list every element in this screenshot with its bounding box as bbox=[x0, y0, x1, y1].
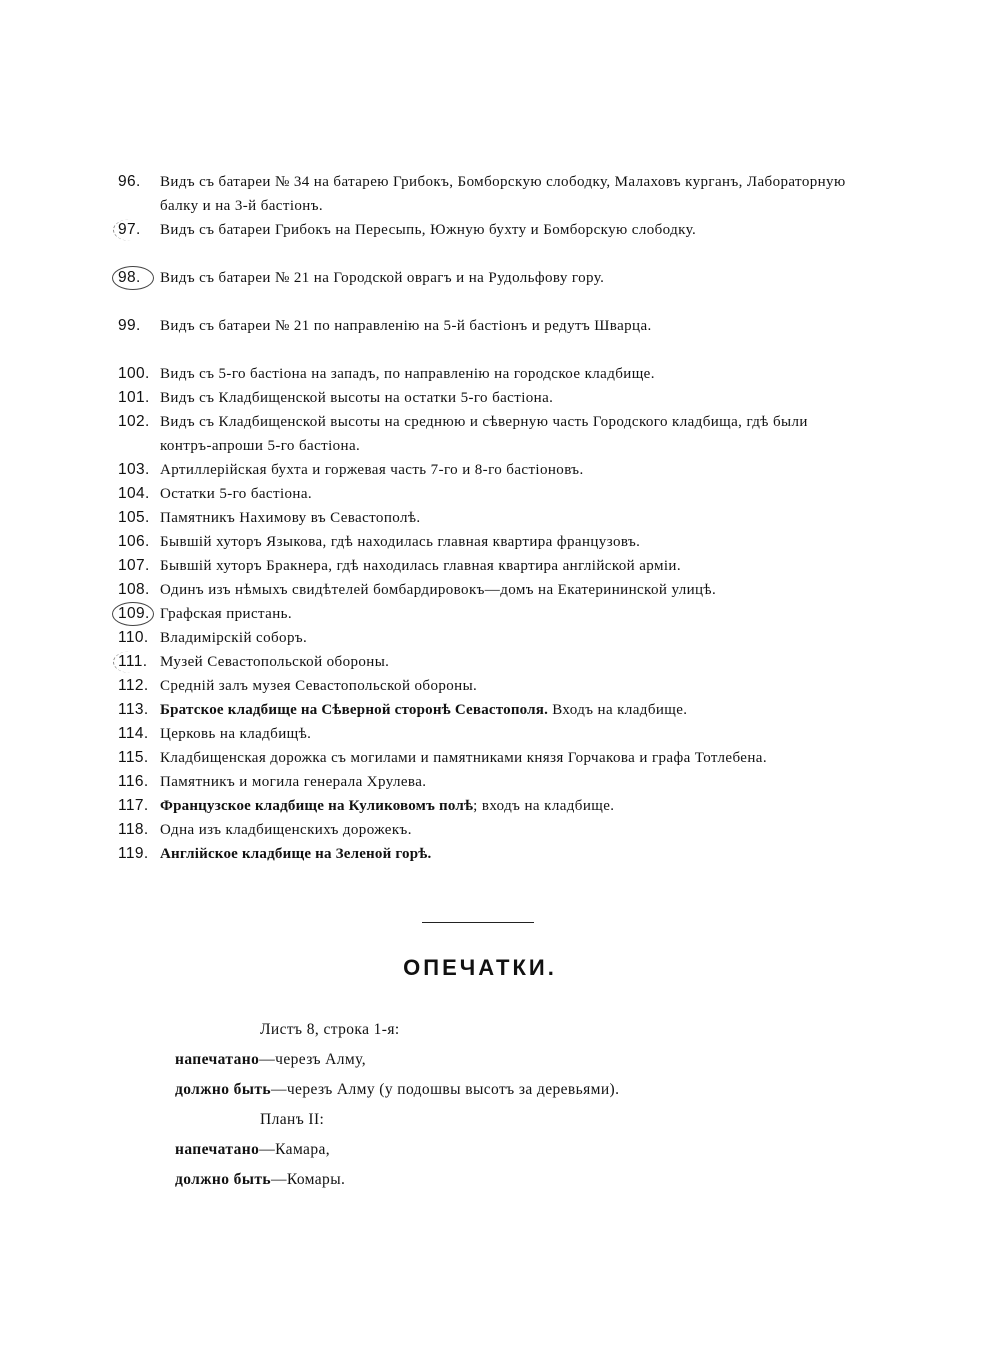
item-text: Бывшій хуторъ Бракнера, гдѣ находилась главная квартира англійской арміи. bbox=[160, 558, 681, 574]
list-item bbox=[118, 602, 848, 626]
list-item bbox=[118, 578, 848, 602]
item-text: Одна изъ кладбищенскихъ дорожекъ. bbox=[160, 822, 412, 838]
item-text: Владимірскій соборъ. bbox=[160, 630, 308, 646]
item-rest-text: Входъ на кладбище. bbox=[548, 702, 688, 718]
list-item bbox=[118, 674, 848, 698]
item-text: Остатки 5-го бастіона. bbox=[160, 486, 313, 502]
item-number: 113. bbox=[118, 701, 149, 718]
item-text: Видъ съ Кладбищенской высоты на остатки 5-го бастіона. bbox=[160, 390, 554, 406]
item-number: 118. bbox=[118, 821, 149, 838]
item-text: Церковь на кладбищѣ. bbox=[160, 726, 312, 742]
item-number: 110. bbox=[118, 629, 149, 646]
item-number: 106. bbox=[118, 533, 150, 550]
errata-sheet-ref: Листъ 8, строка 1-я: bbox=[260, 1021, 400, 1038]
section-divider bbox=[422, 922, 534, 923]
item-text bbox=[160, 794, 848, 818]
item-text: Памятникъ и могила генерала Хрулева. bbox=[160, 774, 427, 790]
item-number: 107. bbox=[118, 557, 150, 574]
errata-printed-row bbox=[175, 1135, 875, 1165]
item-text: Видъ съ 5-го бастіона на западъ, по направленію на городское кладбище. bbox=[160, 366, 655, 382]
list-item bbox=[118, 698, 848, 722]
item-text: Видъ съ Кладбищенской высоты на среднюю и сѣверную часть Городского кладбища, гдѣ были контръ-апроши 5-го бастіона. bbox=[160, 414, 808, 454]
item-bold-text: Англійское кладбище на Зеленой горѣ. bbox=[160, 846, 432, 862]
item-number: 97. bbox=[118, 218, 160, 242]
item-number: 101. bbox=[118, 389, 150, 406]
item-number: 119. bbox=[118, 845, 149, 862]
list-item bbox=[118, 722, 848, 746]
list-item bbox=[118, 458, 848, 482]
item-text: Одинъ изъ нѣмыхъ свидѣтелей бомбардировокъ—домъ на Екатерининской улицѣ. bbox=[160, 582, 717, 598]
list-item bbox=[118, 410, 848, 458]
list-item bbox=[118, 386, 848, 410]
item-text: Средній залъ музея Севастопольской обороны. bbox=[160, 678, 478, 694]
item-rest-text: ; входъ на кладбище. bbox=[473, 798, 615, 814]
list-item bbox=[118, 362, 848, 386]
list-item bbox=[118, 770, 848, 794]
printed-value: —черезъ Алму, bbox=[259, 1051, 366, 1068]
printed-label: напечатано bbox=[175, 1051, 260, 1068]
item-number: 103. bbox=[118, 461, 150, 478]
item-number: 116. bbox=[118, 773, 149, 790]
should-be-label: должно быть bbox=[175, 1171, 271, 1188]
list-item bbox=[118, 842, 848, 866]
item-number: 98. bbox=[118, 266, 160, 290]
item-text: Музей Севастопольской обороны. bbox=[160, 654, 390, 670]
should-be-label: должно быть bbox=[175, 1081, 271, 1098]
item-number: 117. bbox=[118, 797, 149, 814]
item-number: 109. bbox=[118, 602, 160, 626]
illustration-list bbox=[118, 170, 848, 866]
list-item bbox=[118, 314, 848, 338]
errata-correct-row bbox=[175, 1075, 875, 1105]
item-number: 100. bbox=[118, 365, 150, 382]
item-number: 115. bbox=[118, 749, 149, 766]
list-item bbox=[118, 482, 848, 506]
list-item bbox=[118, 650, 848, 674]
list-item bbox=[118, 554, 848, 578]
errata-title: ОПЕЧАТКИ. bbox=[403, 955, 557, 980]
item-text bbox=[160, 698, 848, 722]
item-bold-text: Французское кладбище на Куликовомъ полѣ bbox=[160, 798, 474, 814]
item-number: 99. bbox=[118, 317, 141, 334]
item-number: 112. bbox=[118, 677, 149, 694]
errata-printed-row bbox=[175, 1045, 875, 1075]
should-be-value: —Комары. bbox=[270, 1171, 346, 1188]
item-text: Кладбищенская дорожка съ могилами и памятниками князя Горчакова и графа Тотлебена. bbox=[160, 750, 767, 766]
item-number: 96. bbox=[118, 173, 141, 190]
item-number: 111. bbox=[118, 650, 160, 674]
list-item bbox=[118, 530, 848, 554]
item-text: Видъ съ батареи Грибокъ на Пересыпь, Южную бухту и Бомборскую слободку. bbox=[160, 222, 697, 238]
item-number: 105. bbox=[118, 509, 150, 526]
item-bold-text: Братское кладбище на Сѣверной сторонѣ Севастополя. bbox=[160, 702, 549, 718]
list-item bbox=[118, 746, 848, 770]
item-text: Графская пристань. bbox=[160, 606, 293, 622]
printed-label: напечатано bbox=[175, 1141, 260, 1158]
item-number: 102. bbox=[118, 413, 150, 430]
errata-plan-ref: Планъ II: bbox=[260, 1111, 325, 1128]
item-text: Артиллерійская бухта и горжевая часть 7-го и 8-го бастіоновъ. bbox=[160, 462, 584, 478]
item-number: 104. bbox=[118, 485, 150, 502]
list-item bbox=[118, 794, 848, 818]
errata-correct-row bbox=[175, 1165, 875, 1195]
item-text: Видъ съ батареи № 21 на Городской оврагъ и на Рудольфову гору. bbox=[160, 270, 605, 286]
should-be-value: —черезъ Алму (у подошвы высотъ за деревьями). bbox=[270, 1081, 620, 1098]
list-item bbox=[118, 170, 848, 218]
item-text: Видъ съ батареи № 34 на батарею Грибокъ, Бомборскую слободку, Малаховъ курганъ, Лабораторную балку и на 3-й бастіонъ. bbox=[160, 174, 846, 214]
item-text bbox=[160, 842, 848, 866]
list-item bbox=[118, 266, 848, 290]
item-number: 114. bbox=[118, 725, 149, 742]
item-text: Бывшій хуторъ Языкова, гдѣ находилась главная квартира французовъ. bbox=[160, 534, 641, 550]
list-item bbox=[118, 626, 848, 650]
item-text: Видъ съ батареи № 21 по направленію на 5-й бастіонъ и редутъ Шварца. bbox=[160, 318, 652, 334]
list-item bbox=[118, 218, 848, 242]
list-item bbox=[118, 818, 848, 842]
printed-value: —Камара, bbox=[259, 1141, 331, 1158]
item-text: Памятникъ Нахимову въ Севастополѣ. bbox=[160, 510, 421, 526]
item-number: 108. bbox=[118, 581, 150, 598]
list-item bbox=[118, 506, 848, 530]
errata-section bbox=[175, 1015, 875, 1195]
